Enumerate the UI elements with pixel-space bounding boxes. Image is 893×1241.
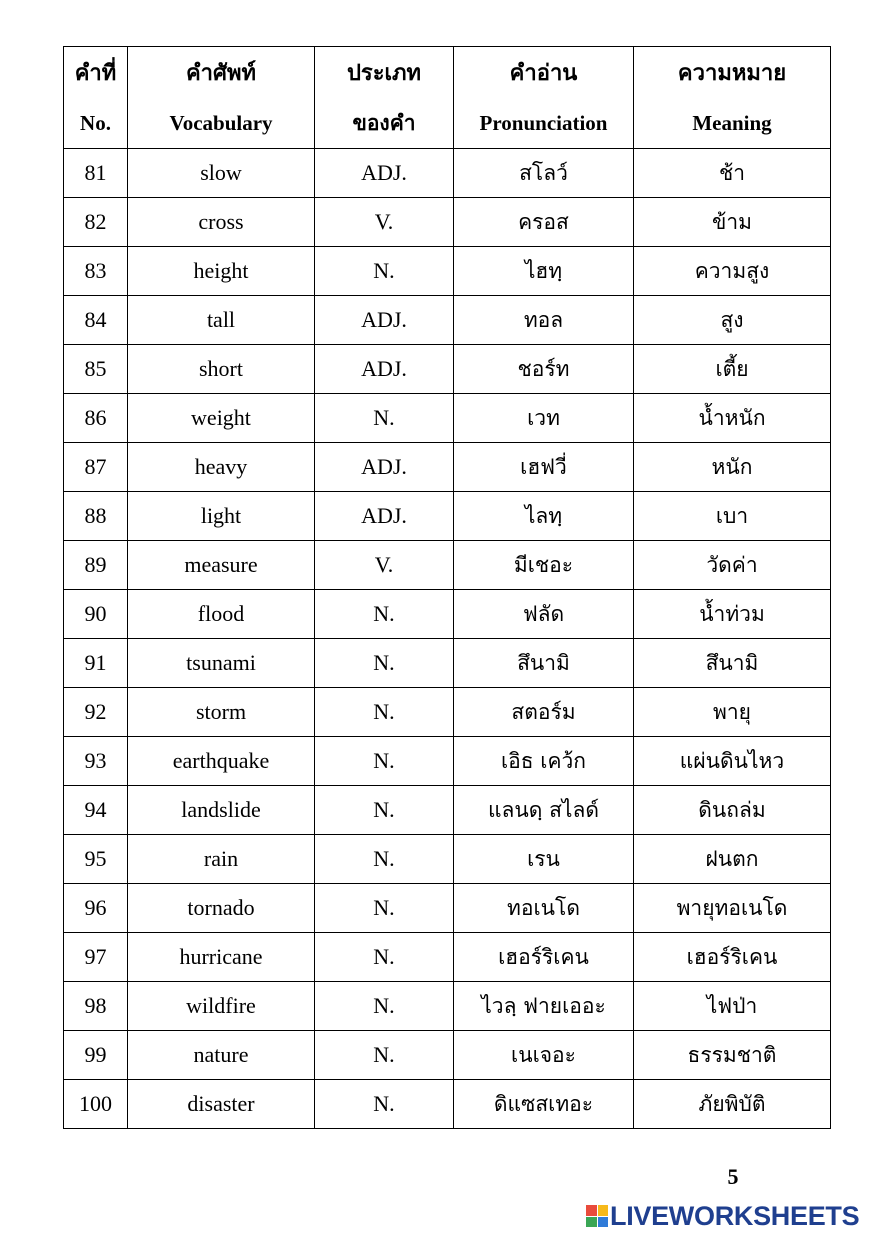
header-vocab-th: คำศัพท์ bbox=[185, 59, 257, 85]
cell-word-type: N. bbox=[315, 247, 454, 296]
cell-number: 99 bbox=[64, 1031, 128, 1080]
cell-vocabulary: rain bbox=[128, 835, 315, 884]
cell-meaning: พายุ bbox=[634, 688, 831, 737]
liveworksheets-logo-text: LIVEWORKSHEETS bbox=[610, 1200, 860, 1231]
cell-number: 83 bbox=[64, 247, 128, 296]
cell-number: 82 bbox=[64, 198, 128, 247]
cell-word-type: ADJ. bbox=[315, 443, 454, 492]
cell-word-type: N. bbox=[315, 394, 454, 443]
cell-vocabulary: flood bbox=[128, 590, 315, 639]
header-pron-th: คำอ่าน bbox=[509, 59, 578, 85]
cell-meaning: ภัยพิบัติ bbox=[634, 1080, 831, 1129]
header-type-th: ประเภท bbox=[346, 59, 422, 85]
cell-number: 94 bbox=[64, 786, 128, 835]
liveworksheets-logo-icon bbox=[586, 1205, 608, 1227]
header-vocab-en: Vocabulary bbox=[169, 110, 273, 135]
table-row bbox=[64, 982, 831, 1031]
cell-pronunciation: ไฮทฺ bbox=[454, 247, 634, 296]
cell-word-type: N. bbox=[315, 786, 454, 835]
cell-word-type: N. bbox=[315, 688, 454, 737]
cell-word-type: ADJ. bbox=[315, 492, 454, 541]
cell-number: 85 bbox=[64, 345, 128, 394]
cell-word-type: ADJ. bbox=[315, 149, 454, 198]
cell-vocabulary: disaster bbox=[128, 1080, 315, 1129]
table-row bbox=[64, 149, 831, 198]
cell-meaning: พายุทอเนโด bbox=[634, 884, 831, 933]
cell-word-type: N. bbox=[315, 639, 454, 688]
cell-vocabulary: landslide bbox=[128, 786, 315, 835]
table-row bbox=[64, 688, 831, 737]
cell-meaning: ช้า bbox=[634, 149, 831, 198]
cell-vocabulary: cross bbox=[128, 198, 315, 247]
header-vocabulary bbox=[128, 47, 315, 149]
cell-number: 87 bbox=[64, 443, 128, 492]
header-no bbox=[64, 47, 128, 149]
cell-word-type: V. bbox=[315, 198, 454, 247]
table-row bbox=[64, 590, 831, 639]
cell-vocabulary: heavy bbox=[128, 443, 315, 492]
cell-pronunciation: แลนดฺ สไลด์ bbox=[454, 786, 634, 835]
cell-pronunciation: ชอร์ท bbox=[454, 345, 634, 394]
cell-vocabulary: light bbox=[128, 492, 315, 541]
cell-meaning: ดินถล่ม bbox=[634, 786, 831, 835]
cell-pronunciation: เฮฟวี่ bbox=[454, 443, 634, 492]
table-row bbox=[64, 198, 831, 247]
cell-pronunciation: ไวลฺ ฟายเออะ bbox=[454, 982, 634, 1031]
cell-pronunciation: สโลว์ bbox=[454, 149, 634, 198]
cell-meaning: สูง bbox=[634, 296, 831, 345]
cell-meaning: น้ำท่วม bbox=[634, 590, 831, 639]
cell-meaning: ไฟป่า bbox=[634, 982, 831, 1031]
cell-number: 93 bbox=[64, 737, 128, 786]
cell-word-type: V. bbox=[315, 541, 454, 590]
table-row bbox=[64, 492, 831, 541]
table-row bbox=[64, 1031, 831, 1080]
cell-meaning: ธรรมชาติ bbox=[634, 1031, 831, 1080]
cell-pronunciation: ดิแซสเทอะ bbox=[454, 1080, 634, 1129]
cell-meaning: ฝนตก bbox=[634, 835, 831, 884]
cell-word-type: N. bbox=[315, 737, 454, 786]
table-row bbox=[64, 443, 831, 492]
table-row bbox=[64, 541, 831, 590]
table-row bbox=[64, 639, 831, 688]
cell-vocabulary: storm bbox=[128, 688, 315, 737]
cell-pronunciation: เนเจอะ bbox=[454, 1031, 634, 1080]
cell-number: 89 bbox=[64, 541, 128, 590]
cell-meaning: ข้าม bbox=[634, 198, 831, 247]
cell-vocabulary: hurricane bbox=[128, 933, 315, 982]
cell-word-type: N. bbox=[315, 884, 454, 933]
cell-pronunciation: เวท bbox=[454, 394, 634, 443]
cell-pronunciation: มีเชอะ bbox=[454, 541, 634, 590]
cell-pronunciation: ครอส bbox=[454, 198, 634, 247]
vocabulary-table bbox=[63, 46, 831, 1129]
cell-pronunciation: ฟลัด bbox=[454, 590, 634, 639]
header-meaning bbox=[634, 47, 831, 149]
cell-number: 90 bbox=[64, 590, 128, 639]
header-pron-en: Pronunciation bbox=[479, 110, 608, 135]
cell-meaning: เตี้ย bbox=[634, 345, 831, 394]
cell-number: 100 bbox=[64, 1080, 128, 1129]
cell-vocabulary: height bbox=[128, 247, 315, 296]
header-meaning-th: ความหมาย bbox=[677, 59, 787, 85]
cell-meaning: เฮอร์ริเคน bbox=[634, 933, 831, 982]
header-pronunciation bbox=[454, 47, 634, 149]
cell-number: 92 bbox=[64, 688, 128, 737]
cell-vocabulary: measure bbox=[128, 541, 315, 590]
cell-number: 86 bbox=[64, 394, 128, 443]
cell-pronunciation: เอิธ เคว้ก bbox=[454, 737, 634, 786]
cell-word-type: N. bbox=[315, 1031, 454, 1080]
cell-vocabulary: tsunami bbox=[128, 639, 315, 688]
page-number: 5 bbox=[727, 1164, 739, 1189]
table-header-row bbox=[64, 47, 831, 149]
cell-pronunciation: สึนามิ bbox=[454, 639, 634, 688]
cell-number: 88 bbox=[64, 492, 128, 541]
header-meaning-en: Meaning bbox=[692, 110, 772, 135]
cell-number: 98 bbox=[64, 982, 128, 1031]
table-row bbox=[64, 933, 831, 982]
cell-vocabulary: short bbox=[128, 345, 315, 394]
cell-meaning: เบา bbox=[634, 492, 831, 541]
cell-number: 95 bbox=[64, 835, 128, 884]
cell-pronunciation: เรน bbox=[454, 835, 634, 884]
table-row bbox=[64, 786, 831, 835]
cell-meaning: แผ่นดินไหว bbox=[634, 737, 831, 786]
cell-number: 91 bbox=[64, 639, 128, 688]
cell-pronunciation: สตอร์ม bbox=[454, 688, 634, 737]
cell-number: 84 bbox=[64, 296, 128, 345]
cell-pronunciation: เฮอร์ริเคน bbox=[454, 933, 634, 982]
table-row bbox=[64, 835, 831, 884]
cell-word-type: N. bbox=[315, 982, 454, 1031]
cell-vocabulary: tall bbox=[128, 296, 315, 345]
cell-meaning: วัดค่า bbox=[634, 541, 831, 590]
cell-meaning: น้ำหนัก bbox=[634, 394, 831, 443]
cell-pronunciation: ทอล bbox=[454, 296, 634, 345]
cell-pronunciation: ไลทฺ bbox=[454, 492, 634, 541]
cell-meaning: หนัก bbox=[634, 443, 831, 492]
table-row bbox=[64, 1080, 831, 1129]
cell-vocabulary: earthquake bbox=[128, 737, 315, 786]
header-no-th: คำที่ bbox=[74, 59, 117, 85]
table-row bbox=[64, 345, 831, 394]
cell-meaning: ความสูง bbox=[634, 247, 831, 296]
cell-word-type: N. bbox=[315, 590, 454, 639]
table-row bbox=[64, 394, 831, 443]
cell-word-type: N. bbox=[315, 933, 454, 982]
header-no-en: No. bbox=[80, 110, 111, 135]
table-row bbox=[64, 296, 831, 345]
header-type-th2: ของคำ bbox=[352, 110, 416, 135]
table-row bbox=[64, 884, 831, 933]
cell-vocabulary: tornado bbox=[128, 884, 315, 933]
cell-number: 81 bbox=[64, 149, 128, 198]
table-row bbox=[64, 247, 831, 296]
header-word-type bbox=[315, 47, 454, 149]
cell-vocabulary: slow bbox=[128, 149, 315, 198]
cell-vocabulary: weight bbox=[128, 394, 315, 443]
cell-meaning: สึนามิ bbox=[634, 639, 831, 688]
cell-word-type: N. bbox=[315, 835, 454, 884]
table-row bbox=[64, 737, 831, 786]
cell-word-type: N. bbox=[315, 1080, 454, 1129]
cell-word-type: ADJ. bbox=[315, 296, 454, 345]
cell-word-type: ADJ. bbox=[315, 345, 454, 394]
cell-number: 97 bbox=[64, 933, 128, 982]
cell-pronunciation: ทอเนโด bbox=[454, 884, 634, 933]
table-body bbox=[64, 149, 831, 1129]
cell-vocabulary: nature bbox=[128, 1031, 315, 1080]
cell-vocabulary: wildfire bbox=[128, 982, 315, 1031]
liveworksheets-logo bbox=[586, 1201, 859, 1231]
cell-number: 96 bbox=[64, 884, 128, 933]
